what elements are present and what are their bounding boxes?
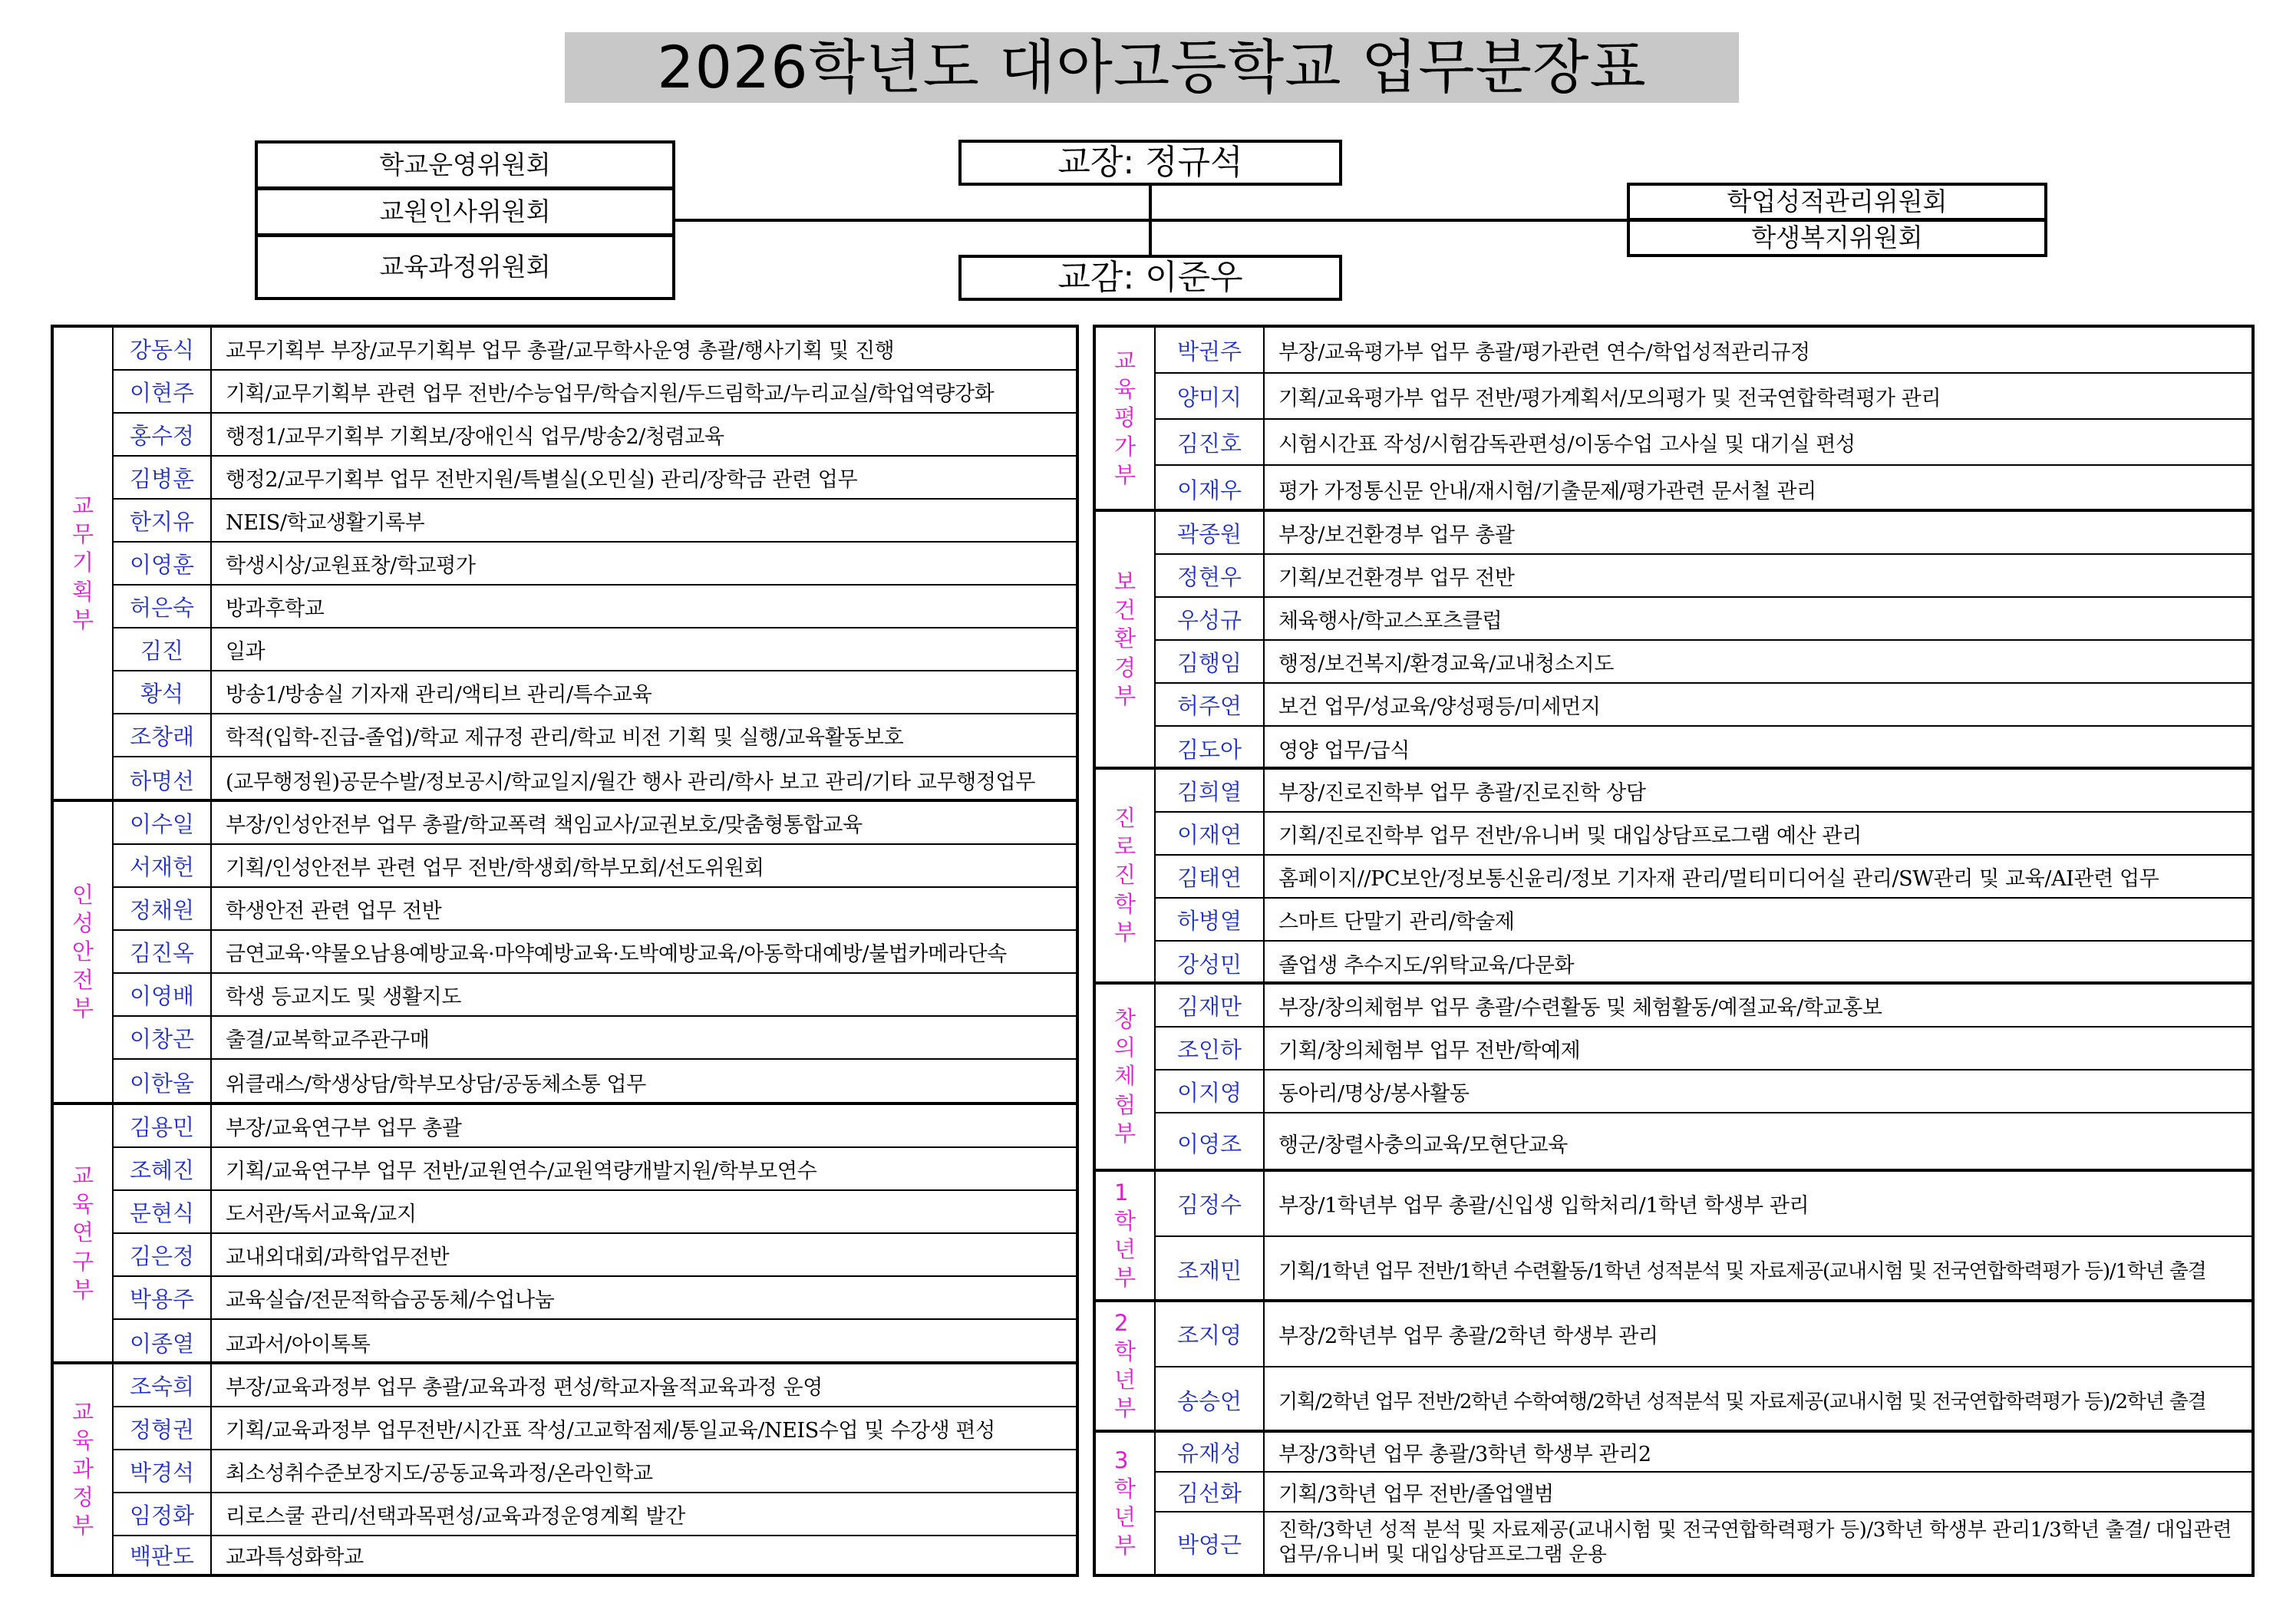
staff-name: 김선화 (1156, 1473, 1265, 1511)
staff-duty: 부장/창의체험부 업무 총괄/수련활동 및 체험활동/예절교육/학교홍보 (1278, 995, 1882, 1020)
staff-duty: 교무기획부 부장/교무기획부 업무 총괄/교무학사운영 총괄/행사기획 및 진행 (226, 338, 895, 363)
staff-name: 김행임 (1156, 641, 1265, 682)
staff-duty: 행정2/교무기획부 업무 전반지원/특별실(오민실) 관리/장학금 관련 업무 (226, 467, 858, 492)
committee-academic-records: 학업성적관리위원회 (1627, 183, 2047, 221)
staff-duty: 기획/창의체험부 업무 전반/학예제 (1278, 1038, 1581, 1063)
dept-name: 교 육 연 구 부 (71, 1163, 94, 1303)
staff-row (114, 671, 1076, 714)
staff-row (114, 1450, 1076, 1493)
staff-duty: 스마트 단말기 관리/학술제 (1278, 909, 1515, 934)
staff-row (114, 974, 1076, 1017)
staff-row (1156, 1367, 2251, 1433)
staff-name: 김희열 (1156, 770, 1265, 811)
staff-name: 조지영 (1156, 1302, 1265, 1366)
dept-name: 1 학 년 부 (1113, 1179, 1136, 1291)
staff-name: 백판도 (114, 1536, 212, 1574)
staff-duty: 학생시상/교원표창/학교평가 (226, 553, 476, 578)
dept-label (54, 1364, 114, 1574)
staff-duty: 기획/3학년 업무 전반/졸업앨범 (1278, 1482, 1554, 1506)
staff-duty: 부장/1학년부 업무 총괄/신입생 입학처리/1학년 학생부 관리 (1278, 1194, 1809, 1218)
staff-name: 조인하 (1156, 1028, 1265, 1069)
staff-name: 박영근 (1156, 1512, 1265, 1574)
staff-name: 이지영 (1156, 1070, 1265, 1112)
dept-label (1096, 512, 1156, 767)
staff-row (114, 628, 1076, 671)
staff-duty: 기획/2학년 업무 전반/2학년 수학여행/2학년 성적분석 및 자료제공(교내시험 및 전국연합학력평가 등)/2학년 출결 (1278, 1390, 2206, 1414)
staff-name: 허은숙 (114, 586, 212, 627)
staff-name: 허주연 (1156, 684, 1265, 725)
staff-row (114, 1191, 1076, 1234)
dept-label (54, 328, 114, 799)
dept-label (1096, 1433, 1156, 1574)
staff-name: 김용민 (114, 1105, 212, 1146)
staff-name: 김진옥 (114, 931, 212, 972)
staff-row (114, 457, 1076, 500)
staff-name: 곽종원 (1156, 512, 1265, 553)
staff-duty: 부장/교육평가부 업무 총괄/평가관련 연수/학업성적관리규정 (1278, 340, 1810, 365)
dept-label (1096, 1172, 1156, 1299)
staff-duty: 기획/진로진학부 업무 전반/유니버 및 대입상담프로그램 예산 관리 (1278, 823, 1862, 848)
staff-name: 하명선 (114, 757, 212, 802)
staff-name: 이재우 (1156, 466, 1265, 512)
staff-row (1156, 727, 2251, 770)
staff-row (114, 714, 1076, 757)
staff-row (1156, 770, 2251, 813)
staff-name: 박권주 (1156, 328, 1265, 372)
staff-duty: NEIS/학교생활기록부 (226, 510, 425, 535)
staff-row (1156, 1113, 2251, 1172)
staff-name: 유재성 (1156, 1433, 1265, 1471)
committee-teacher-personnel: 교원인사위원회 (255, 187, 675, 236)
staff-row (114, 1017, 1076, 1060)
staff-name: 정채원 (114, 888, 212, 929)
staff-row (114, 543, 1076, 586)
dept-group (54, 328, 1076, 802)
staff-duty: 시험시간표 작성/시험감독관편성/이동수업 고사실 및 대기실 편성 (1278, 432, 1856, 457)
staff-row (114, 1105, 1076, 1148)
staff-row (114, 1407, 1076, 1450)
staff-name: 정현우 (1156, 555, 1265, 596)
staff-name: 김진 (114, 628, 212, 670)
staff-row (1156, 1172, 2251, 1237)
staff-name: 한지유 (114, 500, 212, 541)
staff-name: 송승언 (1156, 1367, 1265, 1433)
staff-name: 황석 (114, 671, 212, 713)
staff-row (1156, 985, 2251, 1028)
staff-duty: 부장/3학년 업무 총괄/3학년 학생부 관리2 (1278, 1442, 1651, 1466)
staff-row (1156, 1302, 2251, 1367)
staff-row (114, 371, 1076, 414)
dept-group (54, 1364, 1076, 1574)
staff-duty: 행정/보건복지/환경교육/교내청소지도 (1278, 652, 1615, 676)
staff-name: 홍수정 (114, 414, 212, 455)
staff-duty: 기획/1학년 업무 전반/1학년 수련활동/1학년 성적분석 및 자료제공(교내시험 및 전국연합학력평가 등)/1학년 출결 (1278, 1260, 2206, 1283)
staff-duty: 행정1/교무기획부 기획보/장애인식 업무/방송2/청렴교육 (226, 424, 724, 449)
principal-box: 교장: 정규석 (958, 140, 1342, 186)
staff-row (1156, 1237, 2251, 1302)
dept-group (1096, 1302, 2251, 1433)
staff-duty: 학적(입학-진급-졸업)/학교 제규정 관리/학교 비전 기획 및 실행/교육활동보호 (226, 725, 904, 750)
staff-duty: 도서관/독서교육/교지 (226, 1202, 417, 1226)
staff-row (114, 757, 1076, 802)
staff-duty: 부장/진로진학부 업무 총괄/진로진학 상담 (1278, 780, 1646, 805)
staff-row (114, 1320, 1076, 1364)
staff-duty: 보건 업무/성교육/양성평등/미세먼지 (1278, 694, 1601, 719)
dept-label (54, 1105, 114, 1361)
staff-name: 이영배 (114, 974, 212, 1015)
duty-table-left (51, 325, 1079, 1577)
staff-duty: 방과후학교 (226, 596, 325, 621)
staff-row (114, 931, 1076, 974)
staff-name: 이재연 (1156, 813, 1265, 854)
staff-duty: 영양 업무/급식 (1278, 738, 1410, 763)
staff-row (114, 1364, 1076, 1407)
staff-duty: (교무행정원)공문수발/정보공시/학교일지/월간 행사 관리/학사 보고 관리/기타 교무행정업무 (226, 770, 1035, 794)
staff-name: 김도아 (1156, 727, 1265, 770)
staff-row (114, 414, 1076, 457)
staff-row (114, 1060, 1076, 1105)
staff-duty: 기획/인성안전부 관련 업무 전반/학생회/학부모회/선도위원회 (226, 856, 764, 880)
staff-duty: 졸업생 추수지도/위탁교육/다문화 (1278, 953, 1575, 978)
staff-name: 김진호 (1156, 420, 1265, 464)
committee-curriculum: 교육과정위원회 (255, 234, 675, 300)
staff-name: 이수일 (114, 802, 212, 843)
dept-name: 보 건 환 경 부 (1113, 569, 1136, 709)
staff-duty: 기획/보건환경부 업무 전반 (1278, 566, 1515, 590)
staff-row (1156, 420, 2251, 466)
committee-school-operation: 학교운영위원회 (255, 140, 675, 190)
staff-row (1156, 374, 2251, 420)
staff-duty: 교내외대회/과학업무전반 (226, 1245, 450, 1269)
staff-duty: 부장/인성안전부 업무 총괄/학교폭력 책임교사/교권보호/맞춤형통합교육 (226, 813, 863, 837)
staff-duty: 기획/교무기획부 관련 업무 전반/수능업무/학습지원/두드림학교/누리교실/학업역량강화 (226, 381, 995, 406)
dept-group (54, 802, 1076, 1105)
staff-name: 김재만 (1156, 985, 1265, 1026)
staff-duty: 진학/3학년 성적 분석 및 자료제공(교내시험 및 전국연합학력평가 등)/3학년 학생부 관리1/3학년 출결/ 대입관련업무/유니버 및 대입상담프로그램 운용 (1278, 1519, 2232, 1566)
staff-row (1156, 684, 2251, 727)
staff-row (1156, 856, 2251, 899)
staff-row (114, 328, 1076, 371)
staff-name: 임정화 (114, 1493, 212, 1535)
staff-name: 문현식 (114, 1191, 212, 1232)
dept-name: 교 무 기 획 부 (71, 493, 94, 633)
staff-name: 이창곤 (114, 1017, 212, 1058)
staff-name: 조혜진 (114, 1148, 212, 1189)
staff-name: 강동식 (114, 328, 212, 369)
staff-name: 서재헌 (114, 845, 212, 886)
staff-duty: 최소성취수준보장지도/공동교육과정/온라인학교 (226, 1461, 653, 1486)
dept-label (1096, 328, 1156, 509)
dept-group (1096, 1172, 2251, 1302)
staff-name: 김태연 (1156, 856, 1265, 897)
staff-duty: 부장/2학년부 업무 총괄/2학년 학생부 관리 (1278, 1324, 1658, 1348)
staff-name: 조재민 (1156, 1237, 1265, 1302)
org-line-horizontal (675, 219, 1627, 222)
staff-name: 박경석 (114, 1450, 212, 1492)
staff-duty: 위클래스/학생상담/학부모상담/공동체소통 업무 (226, 1073, 646, 1097)
dept-label (1096, 1302, 1156, 1430)
staff-row (1156, 598, 2251, 641)
staff-name: 하병열 (1156, 899, 1265, 940)
dept-name: 교 육 과 정 부 (71, 1398, 94, 1539)
staff-row (114, 1148, 1076, 1191)
dept-name: 교 육 평 가 부 (1113, 348, 1136, 488)
committee-student-welfare: 학생복지위원회 (1627, 219, 2047, 257)
staff-row (114, 1277, 1076, 1320)
staff-name: 양미지 (1156, 374, 1265, 418)
staff-name: 박용주 (114, 1277, 212, 1318)
staff-name: 이종열 (114, 1320, 212, 1364)
staff-row (1156, 1433, 2251, 1473)
staff-name: 이한울 (114, 1060, 212, 1105)
staff-duty: 동아리/명상/봉사활동 (1278, 1081, 1470, 1106)
staff-name: 강성민 (1156, 942, 1265, 985)
staff-name: 이현주 (114, 371, 212, 412)
staff-row (114, 802, 1076, 845)
duty-table-right (1093, 325, 2255, 1577)
dept-name: 3 학 년 부 (1113, 1447, 1136, 1559)
staff-duty: 기획/교육연구부 업무 전반/교원연수/교원역량개발지원/학부모연수 (226, 1159, 817, 1183)
staff-row (114, 1493, 1076, 1536)
staff-duty: 금연교육·약물오남용예방교육·마약예방교육·도박예방교육/아동학대예방/불법카메라단속 (226, 942, 1007, 966)
staff-name: 김은정 (114, 1234, 212, 1275)
staff-duty: 학생 등교지도 및 생활지도 (226, 985, 462, 1009)
dept-group (1096, 770, 2251, 985)
dept-group (1096, 512, 2251, 770)
dept-label (54, 802, 114, 1102)
dept-name: 2 학 년 부 (1113, 1309, 1136, 1422)
staff-duty: 기획/교육과정부 업무전반/시간표 작성/고교학점제/통일교육/NEIS수업 및 수강생 편성 (226, 1418, 995, 1443)
staff-row (1156, 813, 2251, 856)
staff-duty: 교과특성화학교 (226, 1545, 364, 1569)
staff-row (114, 845, 1076, 888)
dept-group (1096, 985, 2251, 1172)
staff-row (114, 586, 1076, 628)
staff-row (1156, 1028, 2251, 1070)
staff-duty: 부장/보건환경부 업무 총괄 (1278, 523, 1515, 547)
staff-row (1156, 942, 2251, 985)
staff-row (1156, 555, 2251, 598)
staff-duty: 리로스쿨 관리/선택과목편성/교육과정운영계획 발간 (226, 1504, 685, 1529)
staff-name: 조창래 (114, 714, 212, 756)
dept-name: 진 로 진 학 부 (1113, 805, 1136, 945)
staff-duty: 교육실습/전문적학습공동체/수업나눔 (226, 1288, 555, 1312)
staff-name: 이영훈 (114, 543, 212, 584)
staff-name: 조숙희 (114, 1364, 212, 1406)
dept-label (1096, 770, 1156, 981)
staff-row (1156, 466, 2251, 512)
staff-row (114, 1234, 1076, 1277)
staff-row (1156, 641, 2251, 684)
staff-row (114, 1536, 1076, 1574)
staff-duty: 방송1/방송실 기자재 관리/액티브 관리/특수교육 (226, 682, 652, 707)
dept-name: 창 의 체 험 부 (1113, 1006, 1136, 1146)
dept-label (1096, 985, 1156, 1169)
staff-name: 이영조 (1156, 1113, 1265, 1172)
staff-row (1156, 1512, 2251, 1574)
staff-duty: 학생안전 관련 업무 전반 (226, 899, 442, 923)
staff-name: 우성규 (1156, 598, 1265, 639)
staff-duty: 부장/교육연구부 업무 총괄 (226, 1116, 462, 1140)
dept-group (1096, 328, 2251, 512)
staff-row (114, 888, 1076, 931)
dept-group (1096, 1433, 2251, 1574)
staff-name: 김병훈 (114, 457, 212, 498)
staff-name: 정형권 (114, 1407, 212, 1449)
dept-group (54, 1105, 1076, 1364)
staff-duty: 체육행사/학교스포츠클럽 (1278, 609, 1503, 633)
staff-name: 김정수 (1156, 1172, 1265, 1235)
staff-duty: 부장/교육과정부 업무 총괄/교육과정 편성/학교자율적교육과정 운영 (226, 1375, 823, 1400)
staff-row (1156, 1473, 2251, 1512)
staff-duty: 일과 (226, 639, 266, 664)
staff-duty: 교과서/아이톡톡 (226, 1332, 371, 1357)
staff-row (1156, 1070, 2251, 1113)
vice-principal-box: 교감: 이준우 (958, 255, 1342, 301)
staff-duty: 기획/교육평가부 업무 전반/평가계획서/모의평가 및 전국연합학력평가 관리 (1278, 386, 1941, 411)
page-title: 2026학년도 대아고등학교 업무분장표 (565, 32, 1739, 103)
staff-duty: 출결/교복학교주관구매 (226, 1028, 430, 1052)
staff-row (1156, 899, 2251, 942)
staff-row (1156, 512, 2251, 555)
staff-duty: 홈페이지//PC보안/정보통신윤리/정보 기자재 관리/멀티미디어실 관리/SW관리 및 교육/AI관련 업무 (1278, 866, 2159, 891)
staff-row (1156, 328, 2251, 374)
dept-name: 인 성 안 전 부 (71, 881, 94, 1022)
staff-row (114, 500, 1076, 543)
staff-duty: 평가 가정통신문 안내/재시험/기출문제/평가관련 문서철 관리 (1278, 479, 1816, 503)
staff-duty: 행군/창렬사충의교육/모현단교육 (1278, 1133, 1568, 1157)
